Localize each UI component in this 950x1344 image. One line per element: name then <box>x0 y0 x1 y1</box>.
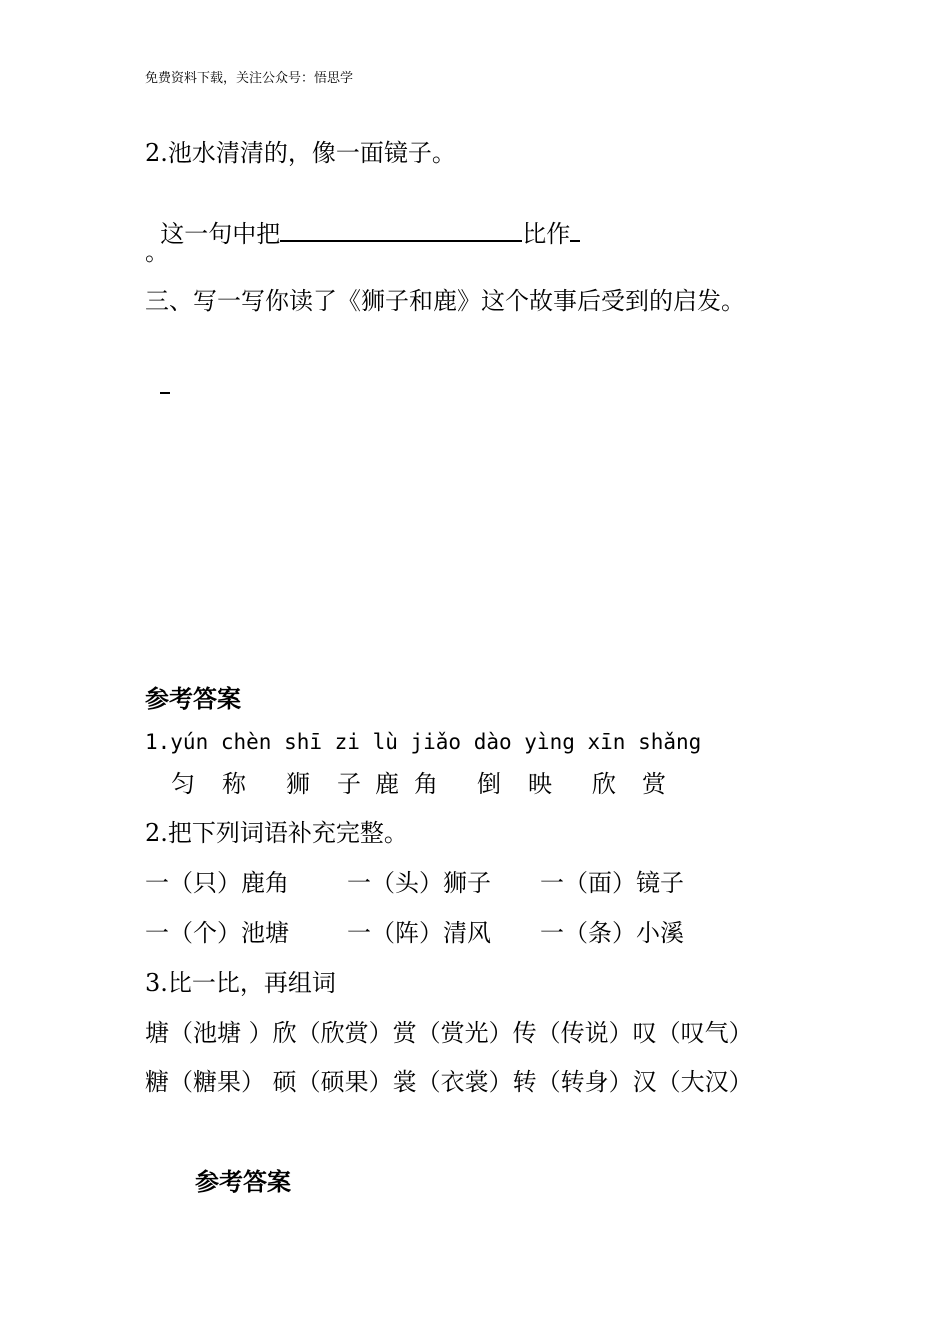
answer-blank-3[interactable] <box>160 370 170 394</box>
pinyin-line: 1.yún chèn shī zi lù jiǎo dào yìng xīn shǎng <box>145 730 702 754</box>
fill-prefix: 这一句中把 <box>160 220 281 248</box>
section-3-title: 三、写一写你读了《狮子和鹿》这个故事后受到的启发。 <box>145 287 745 315</box>
hanzi-item: 称 <box>222 770 246 798</box>
answer-2-item: 一（只）鹿角 <box>145 869 289 897</box>
answer-2-item: 一（个）池塘 <box>145 919 289 947</box>
footer-answers-heading: 参考答案 <box>195 1168 291 1196</box>
hanzi-item: 子 <box>337 770 361 798</box>
hanzi-row <box>0 768 950 800</box>
answer-3-row-1: 塘（池塘 ）欣（欣赏）赏（赏光）传（传说）叹（叹气） <box>145 1019 753 1047</box>
answer-3-title: 3.比一比，再组词 <box>145 969 336 997</box>
hanzi-item: 映 <box>528 770 552 798</box>
answer-blank-1[interactable] <box>280 218 522 242</box>
answer-2-item: 一（阵）清风 <box>347 919 491 947</box>
question-2-sentence: 2.池水清清的，像一面镜子。 <box>145 139 456 167</box>
page-header-note: 免费资料下载，关注公众号：悟思学 <box>145 71 354 86</box>
hanzi-item: 匀 <box>171 770 195 798</box>
answer-2-item: 一（面）镜子 <box>540 869 684 897</box>
answer-2-item: 一（条）小溪 <box>540 919 684 947</box>
fill-mid: 比作 <box>522 220 571 248</box>
question-2-fill-line <box>145 186 580 250</box>
answers-heading: 参考答案 <box>145 685 241 713</box>
hanzi-item: 赏 <box>642 770 666 798</box>
answer-2-item: 一（头）狮子 <box>347 869 491 897</box>
answer-blank-2[interactable] <box>570 218 580 242</box>
hanzi-item: 鹿 <box>375 770 399 798</box>
answer-2-title: 2.把下列词语补充完整。 <box>145 819 408 847</box>
question-2-period: 。 <box>145 238 169 266</box>
answer-3-row-2: 糖（糖果） 硕（硕果）裳（衣裳）转（转身）汉（大汉） <box>145 1068 753 1096</box>
hanzi-item: 狮 <box>286 770 310 798</box>
hanzi-item: 倒 <box>477 770 501 798</box>
section-3-answer-line[interactable] <box>145 338 170 402</box>
hanzi-item: 欣 <box>592 770 616 798</box>
hanzi-item: 角 <box>414 770 438 798</box>
